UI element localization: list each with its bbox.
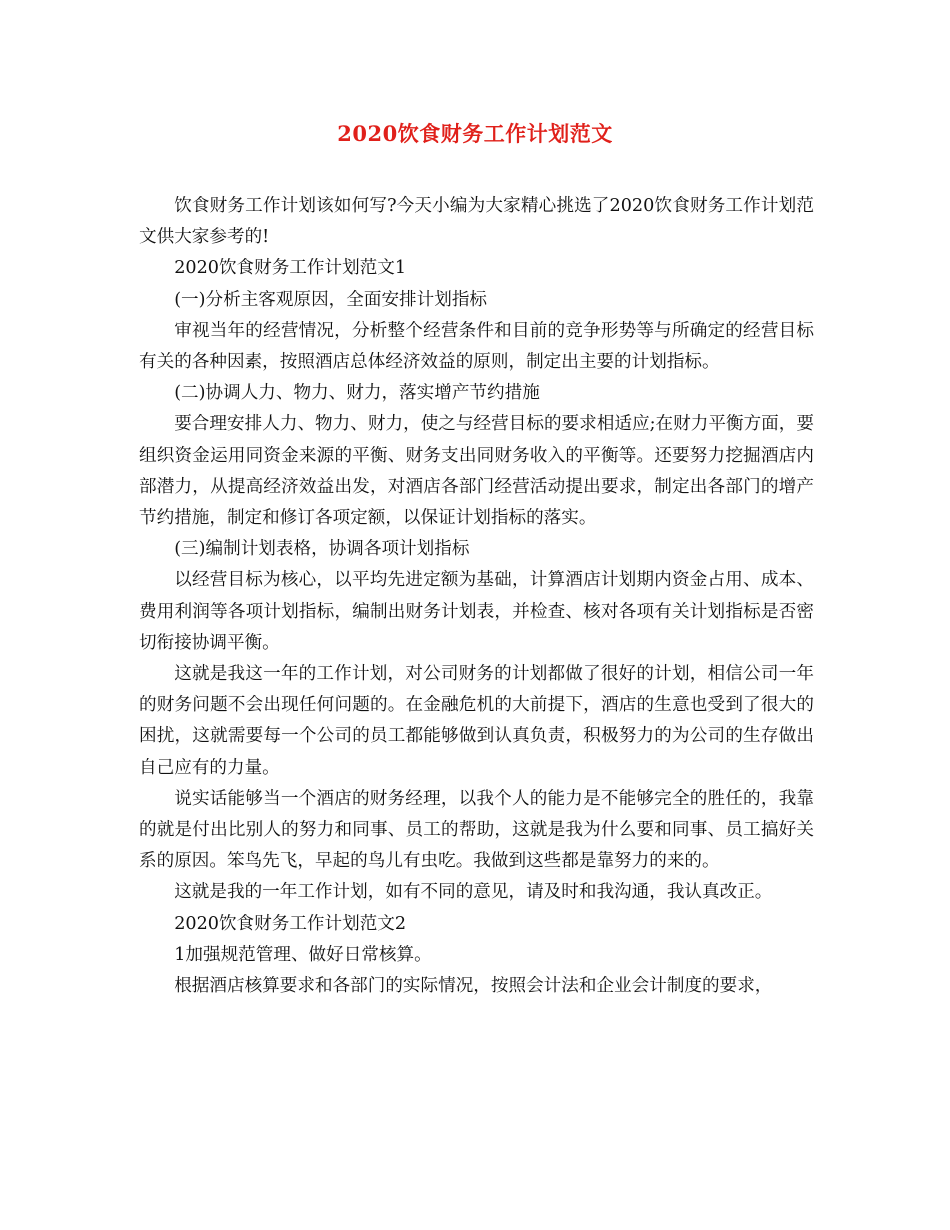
subheading-2: (二)协调人力、物力、财力，落实增产节约措施	[174, 383, 540, 404]
document-title: 2020饮食财务工作计划范文	[337, 121, 613, 146]
paragraph: 这就是我这一年的工作计划，对公司财务的计划都做了很好的计划，相信公司一年的财务问题不会出现任何问题的。在金融危机的大前提下，酒店的生意也受到了很大的困扰，这就需要每一个公司的员工都能够做到认真负责，积极努力的为公司的生存做出自己应有的力量。	[139, 664, 814, 778]
paragraph: 要合理安排人力、物力、财力，使之与经营目标的要求相适应;在财力平衡方面，要组织资金运用同资金来源的平衡、财务支出同财务收入的平衡等。还要努力挖掘酒店内部潜力，从提高经济效益出发，对酒店各部门经营活动提出要求，制定出各部门的增产节约措施，制定和修订各项定额，以保证计划指标的落实。	[139, 414, 814, 529]
subheading-1: (一)分析主客观原因，全面安排计划指标	[174, 289, 488, 310]
intro-paragraph: 饮食财务工作计划该如何写?今天小编为大家精心挑选了2020饮食财务工作计划范文供大家参考的!	[139, 196, 814, 248]
document-body	[139, 191, 814, 1002]
section-heading-1: 2020饮食财务工作计划范文1	[174, 258, 407, 279]
section-heading-2: 2020饮食财务工作计划范文2	[174, 913, 407, 934]
subheading: 1加强规范管理、做好日常核算。	[174, 944, 432, 965]
paragraph: 说实话能够当一个酒店的财务经理，以我个人的能力是不能够完全的胜任的，我靠的就是付出比别人的努力和同事、员工的帮助，这就是我为什么要和同事、员工搞好关系的原因。笨鸟先飞，早起的鸟儿有虫吃。我做到这些都是靠努力的来的。	[139, 788, 814, 872]
subheading-3: (三)编制计划表格，协调各项计划指标	[174, 539, 470, 560]
paragraph: 以经营目标为核心，以平均先进定额为基础，计算酒店计划期内资金占用、成本、费用利润等各项计划指标，编制出财务计划表，并检查、核对各项有关计划指标是否密切衔接协调平衡。	[139, 570, 814, 653]
paragraph: 这就是我的一年工作计划，如有不同的意见，请及时和我沟通，我认真改正。	[174, 882, 773, 903]
paragraph: 审视当年的经营情况，分析整个经营条件和目前的竞争形势等与所确定的经营目标有关的各种因素，按照酒店总体经济效益的原则，制定出主要的计划指标。	[139, 320, 814, 373]
paragraph: 根据酒店核算要求和各部门的实际情况，按照会计法和企业会计制度的要求，	[174, 976, 773, 997]
